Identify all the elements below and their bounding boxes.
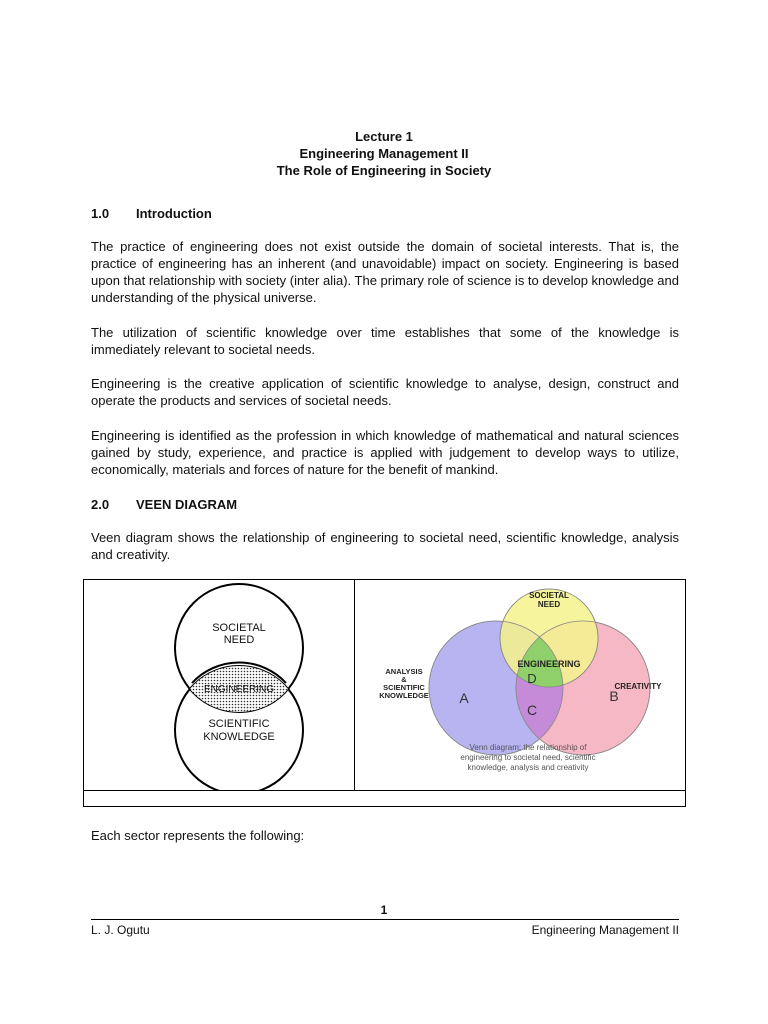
intro-paragraph-4: Engineering is identified as the profession in which knowledge of mathematical and natural sciences gained by study, experience, and practice is applied with judgement to develop ways to utilize, economically, materials and forces of nature for the benefit of mankind. [91, 428, 679, 477]
region-a-label: A [459, 690, 469, 706]
lecture-title: The Role of Engineering in Society [276, 163, 492, 178]
left-scientific-label: SCIENTIFIC [208, 718, 270, 730]
simple-venn-svg [84, 580, 354, 790]
venn-caption-line-1: Venn diagram: the relationship of [469, 743, 587, 752]
region-c-label: C [526, 702, 538, 718]
intro-paragraph-1: The practice of engineering does not exist outside the domain of societal interests. That is, the practice of engineering has an inherent (and unavoidable) impact on society. Engineering is based upon that relationship with society (inter alia). The primary role of science is to develop knowledge and understanding of the physical universe. [91, 239, 679, 305]
intro-paragraph-2: The utilization of scientific knowledge over time establishes that some of the knowledge is immediately relevant to societal needs. [91, 325, 679, 357]
left-societal-label: SOCIETAL [212, 622, 266, 634]
right-ampersand-label: & [401, 675, 407, 684]
colored-venn-diagram [356, 580, 685, 790]
intro-paragraph-3: Engineering is the creative application of scientific knowledge to analyse, design, construct and operate the products and services of societal needs. [91, 376, 679, 408]
left-knowledge-label: KNOWLEDGE [203, 731, 275, 743]
figure-divider-vertical [354, 580, 355, 790]
region-b-label: B [609, 688, 619, 704]
right-creativity-label: CREATIVITY [614, 682, 662, 691]
left-need-label: NEED [223, 634, 255, 646]
page-number: 1 [380, 903, 388, 917]
footer-rule [91, 919, 679, 920]
right-knowledge-label: KNOWLEDGE [379, 691, 429, 700]
sector-intro-text: Each sector represents the following: [91, 828, 305, 843]
venn-figure [83, 579, 686, 807]
course-title: Engineering Management II [299, 146, 469, 161]
colored-venn-svg [356, 580, 685, 790]
section-2-number: 2.0 [91, 497, 110, 512]
right-need-label: NEED [537, 600, 561, 609]
section-1-number: 1.0 [91, 206, 110, 221]
footer-author: L. J. Ogutu [91, 923, 150, 937]
region-d-label: D [527, 671, 537, 686]
section-2-heading [91, 497, 237, 512]
section-1-heading [91, 206, 212, 221]
venn-caption-line-2: engineering to societal need, scientific [460, 753, 596, 762]
venn-caption-line-3: knowledge, analysis and creativity [467, 763, 589, 772]
left-engineering-label: ENGINEERING [203, 684, 275, 695]
section-2-title: VEEN DIAGRAM [136, 497, 238, 512]
simple-venn-diagram [84, 580, 354, 790]
right-societal-label: SOCIETAL [529, 591, 569, 600]
document-title [0, 128, 768, 179]
right-scientific-label: SCIENTIFIC [383, 683, 425, 692]
figure-divider-horizontal [84, 790, 685, 791]
lecture-number: Lecture 1 [355, 129, 413, 144]
footer-course: Engineering Management II [531, 923, 679, 937]
venn-intro-paragraph: Veen diagram shows the relationship of engineering to societal need, scientific knowledge, analysis and creativity. [91, 530, 679, 562]
right-analysis-label: ANALYSIS [385, 667, 423, 676]
right-engineering-label: ENGINEERING [517, 659, 581, 669]
section-1-title: Introduction [136, 206, 212, 221]
